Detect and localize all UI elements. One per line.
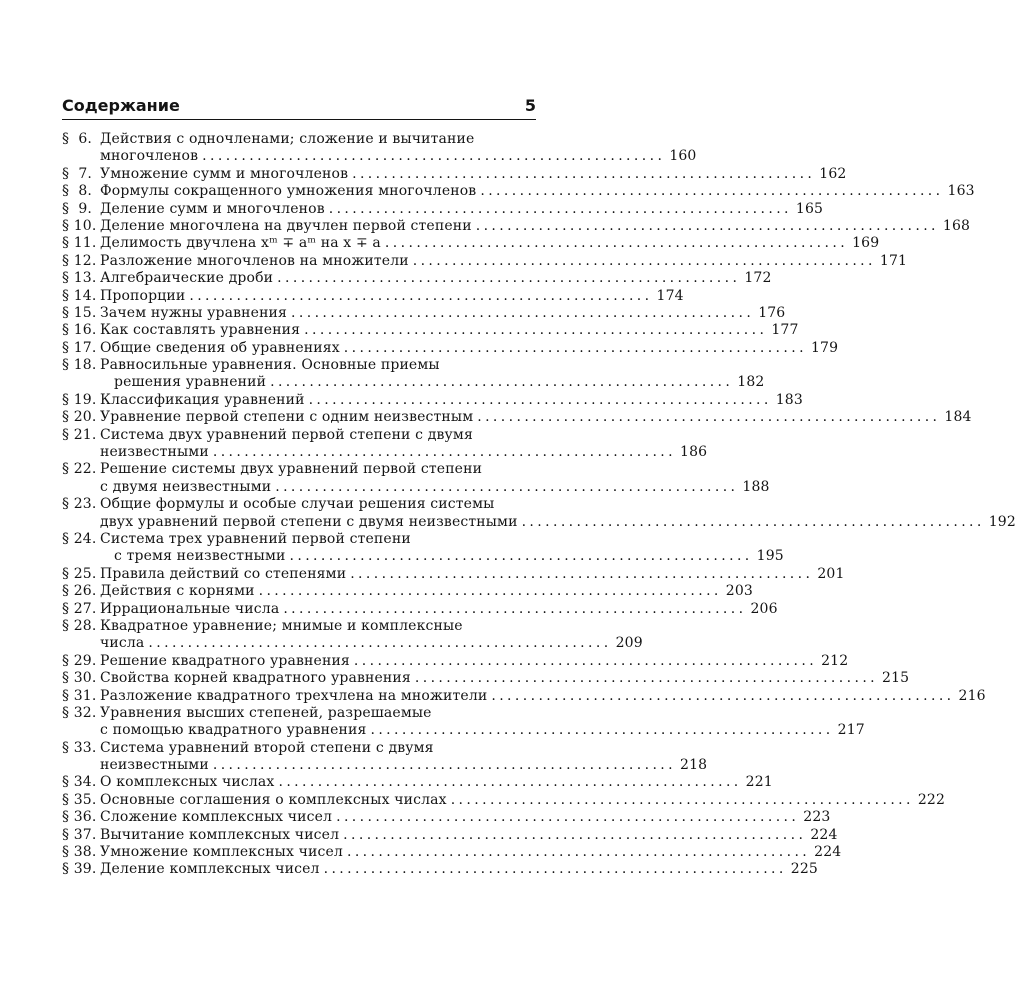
entry-title-line: числа <box>100 635 145 652</box>
header-rule <box>62 119 536 120</box>
section-number: § 23. <box>62 496 97 513</box>
entry-title-line: Как составлять уравнения <box>100 322 301 339</box>
toc-entry[interactable] <box>62 339 839 357</box>
entry-page-number: 169 <box>852 235 880 252</box>
entry-title-line: неизвестными <box>100 444 209 461</box>
entry-page-number: 186 <box>680 444 708 461</box>
entry-title-line: Общие формулы и особые случаи решения системы <box>100 496 495 513</box>
toc-entry[interactable] <box>62 304 786 322</box>
entry-title-line: Деление многочлена на двучлен первой степени <box>100 217 472 234</box>
entry-title-line: Система уравнений второй степени с двумя <box>100 739 434 756</box>
entry-page-number: 217 <box>837 722 865 739</box>
entry-title-line: двух уравнений первой степени с двумя неизвестными <box>100 513 518 530</box>
section-number: § 8. <box>62 183 93 200</box>
entry-title-line: Основные соглашения о комплексных числах <box>100 791 447 808</box>
section-number: § 24. <box>62 530 97 547</box>
entry-page-number: 182 <box>737 374 765 391</box>
toc-entry[interactable] <box>62 774 773 791</box>
section-number: § 34. <box>62 774 97 791</box>
entry-title-line: Свойства корней квадратного уравнения <box>100 670 411 687</box>
toc-entry[interactable] <box>62 652 849 670</box>
dot-leader: ........................................................... <box>477 409 941 426</box>
dot-leader: ........................................................... <box>148 635 612 652</box>
entry-page-number: 192 <box>988 513 1016 530</box>
toc-entry[interactable] <box>62 235 880 252</box>
section-number: § 18. <box>62 357 97 374</box>
table-of-contents <box>62 131 1016 879</box>
toc-entry[interactable] <box>62 409 972 426</box>
section-number: § 12. <box>62 252 97 269</box>
entry-page-number: 174 <box>656 287 684 304</box>
entry-title-line: Уравнение первой степени с одним неизвестным <box>100 409 474 426</box>
section-number: § 26. <box>62 583 97 600</box>
page-number: 5 <box>524 96 536 115</box>
section-number: § 32. <box>62 704 97 721</box>
entry-title-line: Формулы сокращенного умножения многочленов <box>100 183 477 200</box>
entry-title-line: Деление комплексных чисел <box>100 861 320 878</box>
toc-entry[interactable] <box>62 200 824 218</box>
toc-entry[interactable] <box>62 670 910 687</box>
section-number: § 15. <box>62 304 97 321</box>
entry-title-line: неизвестными <box>100 757 209 774</box>
section-number: § 13. <box>62 270 97 287</box>
dot-leader: ........................................................... <box>289 548 753 565</box>
entry-title-line: Равносильные уравнения. Основные приемы <box>100 357 440 374</box>
entry-page-number: 225 <box>790 861 818 878</box>
dot-leader: ........................................................... <box>308 391 772 408</box>
dot-leader: ........................................................... <box>275 478 739 495</box>
entry-title-line: Зачем нужны уравнения <box>100 304 288 321</box>
dot-leader: ........................................................... <box>384 235 849 252</box>
dot-leader: ........................................................... <box>291 304 755 321</box>
section-number: § 38. <box>62 844 97 861</box>
toc-entry[interactable] <box>62 530 784 566</box>
section-number: § 21. <box>62 426 97 443</box>
toc-entry[interactable] <box>62 217 971 235</box>
dot-leader: ........................................................... <box>346 844 811 861</box>
section-number: § 6. <box>62 131 93 147</box>
toc-entry[interactable] <box>62 565 845 583</box>
section-number: § 14. <box>62 287 97 304</box>
entry-title-line: Умножение сумм и многочленов <box>100 165 349 182</box>
section-number: § 31. <box>62 687 97 704</box>
entry-title-line: Система двух уравнений первой степени с двумя <box>100 426 473 443</box>
entry-title-line: Разложение многочленов на множители <box>100 252 409 269</box>
entry-title-line: Действия с корнями <box>100 583 255 600</box>
section-number: § 16. <box>62 322 97 339</box>
entry-page-number: 165 <box>795 200 824 217</box>
toc-entry[interactable] <box>62 426 708 462</box>
dot-leader: ........................................................... <box>258 583 722 600</box>
toc-entry[interactable] <box>62 826 838 844</box>
section-number: § 9. <box>62 200 93 217</box>
section-number: § 11. <box>62 235 97 252</box>
toc-entry[interactable] <box>62 496 1016 531</box>
dot-leader: ........................................................... <box>343 826 807 843</box>
entry-page-number: 176 <box>758 304 786 321</box>
entry-page-number: 162 <box>819 165 847 182</box>
dot-leader: ........................................................... <box>328 200 792 217</box>
entry-page-number: 224 <box>814 844 842 861</box>
dot-leader: ........................................................... <box>350 565 814 582</box>
section-number: § 33. <box>62 739 97 756</box>
section-number: § 22. <box>62 461 97 478</box>
section-number: § 30. <box>62 670 97 687</box>
toc-entry[interactable] <box>62 391 803 409</box>
entry-page-number: 177 <box>771 322 799 339</box>
entry-title-line: с помощью квадратного уравнения <box>100 722 367 739</box>
entry-page-number: 201 <box>817 565 845 582</box>
entry-title-line: Правила действий со степенями <box>100 565 347 582</box>
section-number: § 17. <box>62 339 97 356</box>
section-number: § 36. <box>62 809 97 826</box>
entry-page-number: 222 <box>917 791 946 808</box>
toc-entry[interactable] <box>62 287 684 305</box>
entry-page-number: 206 <box>750 600 778 617</box>
section-number: § 39. <box>62 861 97 878</box>
entry-page-number: 216 <box>958 687 986 704</box>
dot-leader: ........................................................... <box>270 374 734 391</box>
toc-entry[interactable] <box>62 357 765 392</box>
entry-title-line: Сложение комплексных чисел <box>100 809 333 826</box>
entry-page-number: 184 <box>944 409 972 426</box>
toc-entry[interactable] <box>62 600 778 618</box>
toc-entry[interactable] <box>62 861 818 878</box>
toc-entry[interactable] <box>62 739 708 775</box>
dot-leader: ........................................................... <box>212 757 677 774</box>
dot-leader: ........................................................... <box>450 791 914 808</box>
entry-title-line: Действия с одночленами; сложение и вычитание <box>100 131 475 147</box>
entry-page-number: 221 <box>745 774 773 791</box>
toc-entry[interactable] <box>62 844 842 861</box>
dot-leader: ........................................................... <box>277 270 741 287</box>
entry-title-line: Вычитание комплексных чисел <box>100 826 340 843</box>
dot-leader: ........................................................... <box>414 670 879 687</box>
dot-leader: ........................................................... <box>480 183 944 200</box>
toc-entry[interactable] <box>62 165 847 183</box>
section-number: § 7. <box>62 165 93 182</box>
entry-title-line: О комплексных числах <box>100 774 275 791</box>
entry-title-line: Решение квадратного уравнения <box>100 652 350 669</box>
toc-entry[interactable] <box>62 687 986 705</box>
entry-page-number: 209 <box>615 635 643 652</box>
entry-page-number: 160 <box>669 148 697 165</box>
entry-page-number: 171 <box>879 252 908 269</box>
entry-page-number: 224 <box>810 826 838 843</box>
entry-title-line: Классификация уравнений <box>100 391 305 408</box>
dot-leader: ........................................................... <box>278 774 742 791</box>
entry-title-line: Делимость двучлена xᵐ ∓ aᵐ на x ∓ a <box>100 235 381 252</box>
section-number: § 20. <box>62 409 97 426</box>
entry-title-line: Пропорции <box>100 287 186 304</box>
dot-leader: ........................................................... <box>370 722 834 739</box>
dot-leader: ........................................................... <box>491 687 955 704</box>
toc-entry[interactable] <box>62 322 799 339</box>
entry-title-line: Иррациональные числа <box>100 600 280 617</box>
dot-leader: ........................................................... <box>189 287 653 304</box>
dot-leader: ........................................................... <box>212 444 677 461</box>
entry-title-line: Умножение комплексных чисел <box>100 844 343 861</box>
dot-leader: ........................................................... <box>283 600 747 617</box>
entry-title-line: Общие сведения об уравнениях <box>100 339 340 356</box>
entry-title-line: Система трех уравнений первой степени <box>100 530 411 547</box>
dot-leader: ........................................................... <box>475 217 939 234</box>
section-number: § 29. <box>62 652 97 669</box>
toc-entry[interactable] <box>62 131 697 166</box>
section-number: § 10. <box>62 217 97 234</box>
section-number: § 27. <box>62 600 97 617</box>
toc-entry[interactable] <box>62 183 975 200</box>
toc-entry[interactable] <box>62 704 865 740</box>
entry-page-number: 195 <box>756 548 784 565</box>
entry-page-number: 183 <box>775 391 803 408</box>
toc-entry[interactable] <box>62 791 946 809</box>
entry-title-line: Алгебраические дроби <box>100 270 274 287</box>
entry-page-number: 215 <box>882 670 910 687</box>
toc-entry[interactable] <box>62 617 643 653</box>
dot-leader: ........................................................... <box>343 339 807 356</box>
dot-leader: ........................................................... <box>353 652 818 669</box>
entry-page-number: 212 <box>821 652 849 669</box>
entry-page-number: 188 <box>742 478 770 495</box>
toc-entry[interactable] <box>62 461 770 496</box>
entry-page-number: 172 <box>744 270 772 287</box>
section-number: § 37. <box>62 826 97 843</box>
dot-leader: ........................................................... <box>304 322 768 339</box>
entry-page-number: 163 <box>947 183 975 200</box>
section-number: § 19. <box>62 391 97 408</box>
entry-title-line: многочленов <box>100 148 199 165</box>
entry-title-line: Уравнения высших степеней, разрешаемые <box>100 704 432 721</box>
dot-leader: ........................................................... <box>352 165 816 182</box>
dot-leader: ........................................................... <box>336 809 800 826</box>
toc-entry[interactable] <box>62 583 753 600</box>
entry-page-number: 218 <box>680 757 708 774</box>
toc-entry[interactable] <box>62 809 831 826</box>
dot-leader: ........................................................... <box>202 148 666 165</box>
dot-leader: ........................................................... <box>521 513 985 530</box>
entry-title-line: Разложение квадратного трехчлена на множители <box>100 687 488 704</box>
entry-title-line: Деление сумм и многочленов <box>100 200 325 217</box>
entry-page-number: 223 <box>803 809 831 826</box>
dot-leader: ........................................................... <box>323 861 787 878</box>
toc-entry[interactable] <box>62 252 908 270</box>
entry-page-number: 203 <box>725 583 753 600</box>
entry-page-number: 168 <box>942 217 971 234</box>
entry-title-line: Квадратное уравнение; мнимые и комплексные <box>100 617 463 634</box>
entry-title-line: с тремя неизвестными <box>114 548 286 565</box>
toc-entry[interactable] <box>62 270 772 287</box>
section-number: § 25. <box>62 565 97 582</box>
section-number: § 35. <box>62 791 97 808</box>
entry-title-line: с двумя неизвестными <box>100 478 272 495</box>
dot-leader: ........................................................... <box>412 252 876 269</box>
section-number: § 28. <box>62 617 97 634</box>
page-title: Содержание <box>62 96 180 115</box>
entry-title-line: решения уравнений <box>114 374 267 391</box>
entry-page-number: 179 <box>810 339 839 356</box>
entry-title-line: Решение системы двух уравнений первой степени <box>100 461 483 478</box>
